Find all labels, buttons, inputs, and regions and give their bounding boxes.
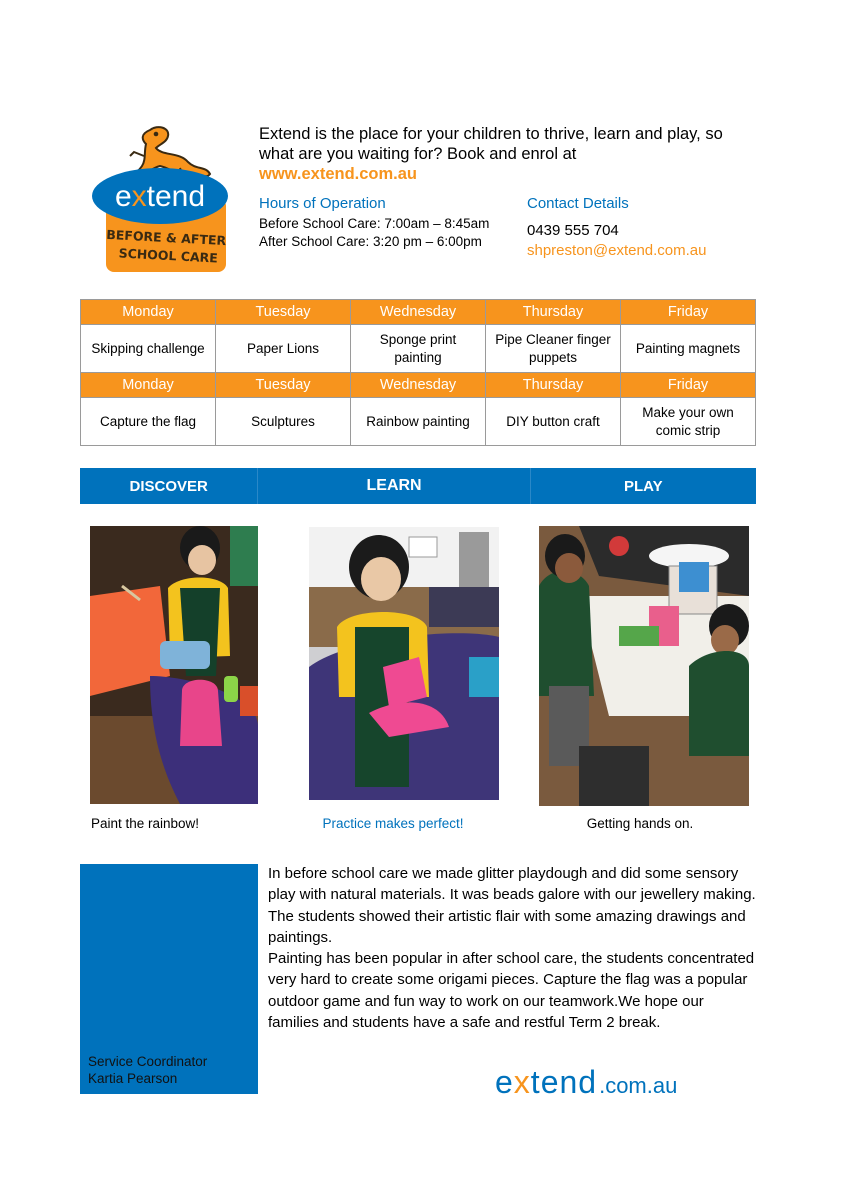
activity-cell: DIY button craft [486,398,621,446]
footer-brand: extend [495,1064,598,1100]
footer-brand-x: x [513,1064,531,1100]
discover-learn-play-banner [80,468,756,504]
banner-discover: DISCOVER [80,468,258,504]
coordinator-box [80,864,258,1094]
activity-cell: Paper Lions [216,325,351,373]
day-header: Thursday [486,373,621,398]
activity-cell: Capture the flag [81,398,216,446]
coordinator-info [88,1053,207,1087]
banner-play: PLAY [624,477,663,495]
table-header-row [81,373,756,398]
coordinator-name: Kartia Pearson [88,1071,178,1086]
table-row [81,325,756,373]
activity-cell: Sculptures [216,398,351,446]
after-school-hours: After School Care: 3:20 pm – 6:00pm [259,234,482,249]
activity-cell: Pipe Cleaner finger puppets [486,325,621,373]
activity-cell: Make your own comic strip [621,398,756,446]
logo-brand: extend [114,180,206,213]
logo-tagline-line2: SCHOOL CARE [118,245,219,266]
contact-phone[interactable]: 0439 555 704 [527,222,619,239]
day-header: Tuesday [216,300,351,325]
day-header: Thursday [486,300,621,325]
contact-details [527,195,767,259]
photo-paint-the-rainbow [90,526,258,804]
before-school-hours: Before School Care: 7:00am – 8:45am [259,216,490,231]
logo-brand-x: x [131,180,147,213]
activity-cell: Sponge print painting [351,325,486,373]
banner-learn: LEARN [258,468,530,504]
footer-logo [495,1064,755,1100]
day-header: Wednesday [351,373,486,398]
day-header: Tuesday [216,373,351,398]
coordinator-role: Service Coordinator [88,1054,208,1069]
website-link[interactable]: www.extend.com.au [259,165,418,183]
photo-getting-hands-on [539,526,749,806]
photo-caption-2: Practice makes perfect! [322,816,464,831]
intro-block [259,124,759,184]
activity-cell: Painting magnets [621,325,756,373]
day-header: Friday [621,300,756,325]
day-header: Monday [81,300,216,325]
footer-domain: .com.au [599,1073,678,1098]
extend-logo [88,122,238,278]
body-paragraph-2: Painting has been popular in after school care, the students concentrated very hard to create some origami pieces. Capture the flag was a popular outdoor game and fun way to work on our teamwork.We hope our families and students have a safe and restful Term 2 break. [268,950,755,1032]
logo-tagline-line1: BEFORE & AFTER [105,226,227,249]
day-header: Wednesday [351,300,486,325]
photo-caption-1: Paint the rainbow! [90,816,200,831]
contact-email[interactable]: shpreston@extend.com.au [527,242,707,259]
day-header: Monday [81,373,216,398]
table-row [81,398,756,446]
body-paragraph-1: In before school care we made glitter playdough and did some sensory play with natural materials. It was beads galore with our jewellery making. The students showed their artistic flair with some amazing drawings and paintings. [268,865,756,946]
table-header-row [81,300,756,325]
activity-cell: Rainbow painting [351,398,486,446]
contact-heading: Contact Details [527,195,629,212]
activity-schedule-table [80,299,756,446]
intro-text: Extend is the place for your children to thrive, learn and play, so what are you waiting for? Book and enrol at [259,125,723,163]
hours-heading: Hours of Operation [259,195,386,212]
newsletter-body [268,863,758,1033]
photo-caption-3: Getting hands on. [586,816,694,831]
activity-cell: Skipping challenge [81,325,216,373]
day-header: Friday [621,373,756,398]
photo-practice-makes-perfect [309,527,499,800]
hours-of-operation [259,195,519,251]
